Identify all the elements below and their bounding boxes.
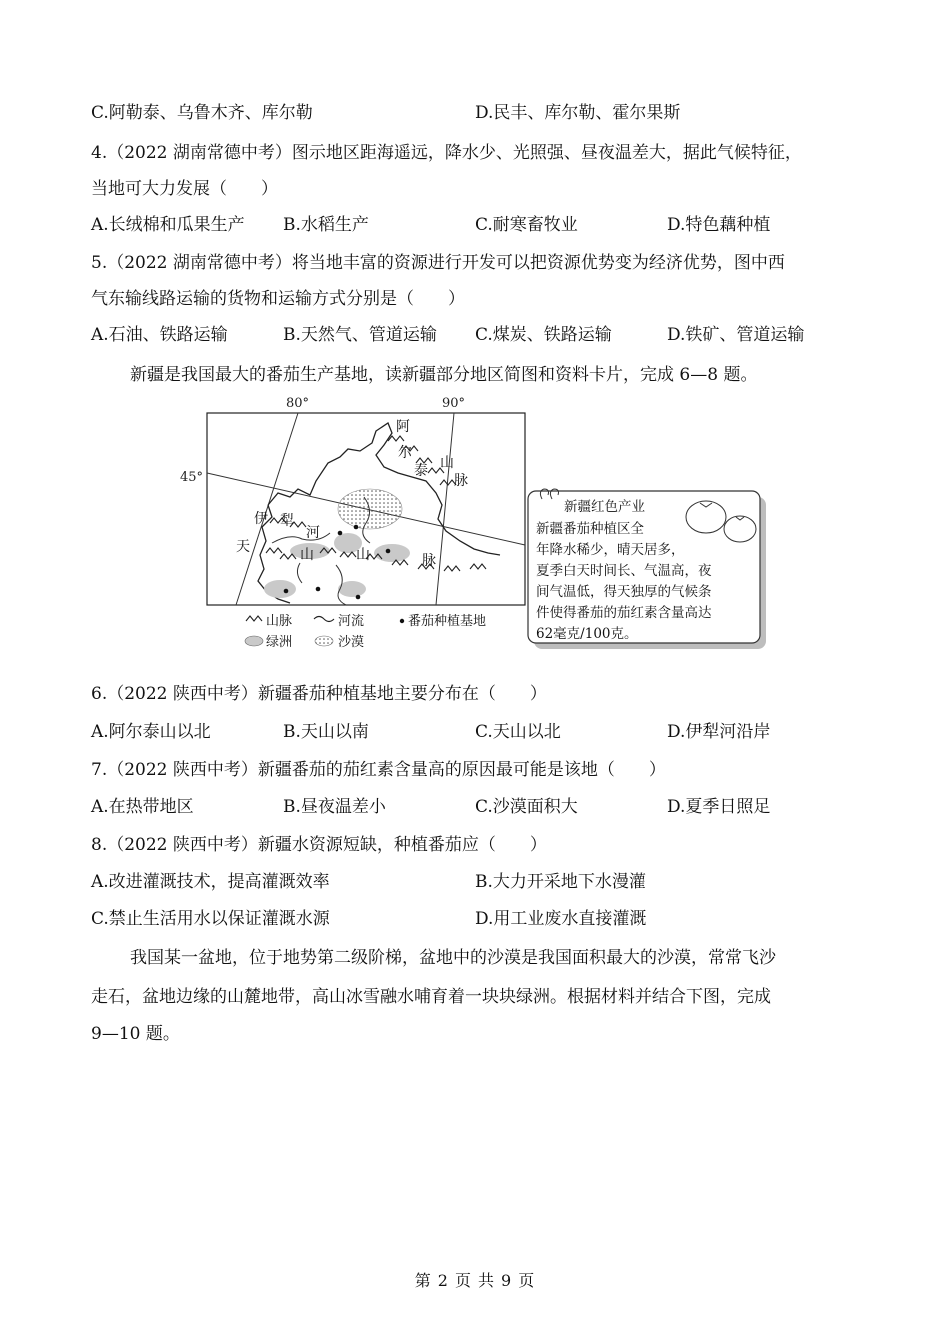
legend-mountain-text: 山脉: [266, 614, 293, 629]
q6-stem: 6.（2022 陕西中考）新疆番茄种植基地主要分布在（ ）: [91, 684, 547, 704]
q4-stem-line2: 当地可大力发展（ ）: [91, 179, 278, 199]
q7-stem: 7.（2022 陕西中考）新疆番茄的茄红素含量高的原因最可能是该地（ ）: [91, 760, 666, 780]
q5-option-b: B.天然气、管道运输: [283, 325, 437, 345]
info-card: [528, 489, 766, 649]
page-footer: [0, 1268, 950, 1291]
card-line-5: 件使得番茄的茄红素含量高达: [536, 605, 712, 621]
map-legend: [245, 613, 486, 650]
q6-option-d: D.伊犁河沿岸: [667, 722, 771, 742]
ili-label-char1: 伊: [254, 511, 268, 527]
intro-6-8: 新疆是我国最大的番茄生产基地，读新疆部分地区简图和资料卡片，完成 6—8 题。: [130, 365, 758, 385]
q8-stem: 8.（2022 陕西中考）新疆水资源短缺，种植番茄应（ ）: [91, 835, 547, 855]
card-line-2: 年降水稀少，晴天居多，: [536, 542, 685, 558]
tianshan-label-char3: 山: [356, 547, 370, 563]
tianshan-label-char1: 天: [236, 539, 250, 555]
q8-option-a: A.改进灌溉技术，提高灌溉效率: [91, 872, 330, 892]
card-title: 新疆红色产业: [564, 499, 645, 515]
q3-option-c: C.阿勒泰、乌鲁木齐、库尔勒: [91, 103, 313, 123]
q5-option-c: C.煤炭、铁路运输: [475, 325, 612, 345]
ili-label-char3: 河: [306, 525, 320, 541]
card-line-3: 夏季白天时间长、气温高，夜: [536, 563, 712, 579]
q7-option-c: C.沙漠面积大: [475, 797, 578, 817]
q5-stem-line1: 5.（2022 湖南常德中考）将当地丰富的资源进行开发可以把资源优势变为经济优势，图中西: [91, 253, 785, 273]
q7-option-b: B.昼夜温差小: [283, 797, 386, 817]
legend-river-text: 河流: [338, 614, 365, 629]
altai-label-char2: 尔: [398, 445, 412, 461]
altai-label-char4: 山: [440, 455, 454, 471]
card-line-6: 62毫克/100克。: [536, 626, 638, 642]
footer-total-pages: 9: [501, 1271, 513, 1290]
tianshan-label-char2: 山: [300, 547, 314, 563]
q6-option-a: A.阿尔泰山以北: [91, 722, 211, 742]
legend-base-text: 番茄种植基地: [408, 614, 487, 629]
ili-label-char2: 犁: [280, 513, 294, 529]
lon-80-label: 80°: [286, 396, 310, 411]
q4-option-c: C.耐寒畜牧业: [475, 215, 578, 235]
q6-option-c: C.天山以北: [475, 722, 561, 742]
altai-label-char1: 阿: [396, 419, 410, 435]
legend-oasis-text: 绿洲: [266, 635, 293, 650]
q8-option-d: D.用工业废水直接灌溉: [475, 909, 647, 929]
q8-option-b: B.大力开采地下水漫灌: [475, 872, 646, 892]
q4-option-d: D.特色藕种植: [667, 215, 771, 235]
q7-option-d: D.夏季日照足: [667, 797, 771, 817]
legend-desert-text: 沙漠: [338, 635, 365, 650]
legend-oasis-icon: [245, 636, 263, 646]
q5-option-d: D.铁矿、管道运输: [667, 325, 805, 345]
lon-90-label: 90°: [442, 396, 466, 411]
intro-9-10-line2: 走石，盆地边缘的山麓地带，高山冰雪融水哺育着一块块绿洲。根据材料并结合下图，完成: [91, 987, 771, 1007]
footer-page-number: 2: [437, 1271, 449, 1290]
card-line-4: 间气温低，得天独厚的气候条: [536, 584, 712, 600]
q5-stem-line2: 气东输线路运输的货物和运输方式分别是（ ）: [91, 289, 465, 309]
altai-label-char5: 脉: [454, 473, 468, 489]
desert-area: [338, 489, 402, 529]
q4-option-b: B.水稻生产: [283, 215, 369, 235]
q5-option-a: A.石油、铁路运输: [91, 325, 228, 345]
footer-ye2: 页: [518, 1271, 536, 1290]
card-line-1: 新疆番茄种植区全: [536, 521, 644, 537]
oasis-4: [264, 580, 296, 598]
q7-option-a: A.在热带地区: [91, 797, 194, 817]
q6-option-b: B.天山以南: [283, 722, 369, 742]
q8-option-c: C.禁止生活用水以保证灌溉水源: [91, 909, 330, 929]
lat-45-label: 45°: [180, 470, 204, 485]
altai-label-char3: 泰: [414, 463, 428, 479]
footer-ye1: 页: [454, 1271, 472, 1290]
xinjiang-map-figure: [170, 393, 770, 655]
intro-9-10-line1: 我国某一盆地，位于地势第二级阶梯，盆地中的沙漠是我国面积最大的沙漠，常常飞沙: [130, 948, 776, 968]
oasis-3: [374, 544, 410, 562]
q3-option-d: D.民丰、库尔勒、霍尔果斯: [475, 103, 681, 123]
footer-gong: 共: [478, 1271, 496, 1290]
legend-mountain-icon: [246, 616, 262, 621]
legend-desert-icon: [315, 636, 333, 646]
footer-di: 第: [414, 1271, 432, 1290]
q4-option-a: A.长绒棉和瓜果生产: [91, 215, 245, 235]
legend-river-icon: [314, 617, 334, 622]
legend-base-icon: [400, 619, 404, 623]
tianshan-label-char4: 脉: [422, 553, 436, 569]
intro-9-10-line3: 9—10 题。: [91, 1024, 180, 1044]
q4-stem-line1: 4.（2022 湖南常德中考）图示地区距海遥远，降水少、光照强、昼夜温差大，据此气候特征，: [91, 143, 802, 163]
